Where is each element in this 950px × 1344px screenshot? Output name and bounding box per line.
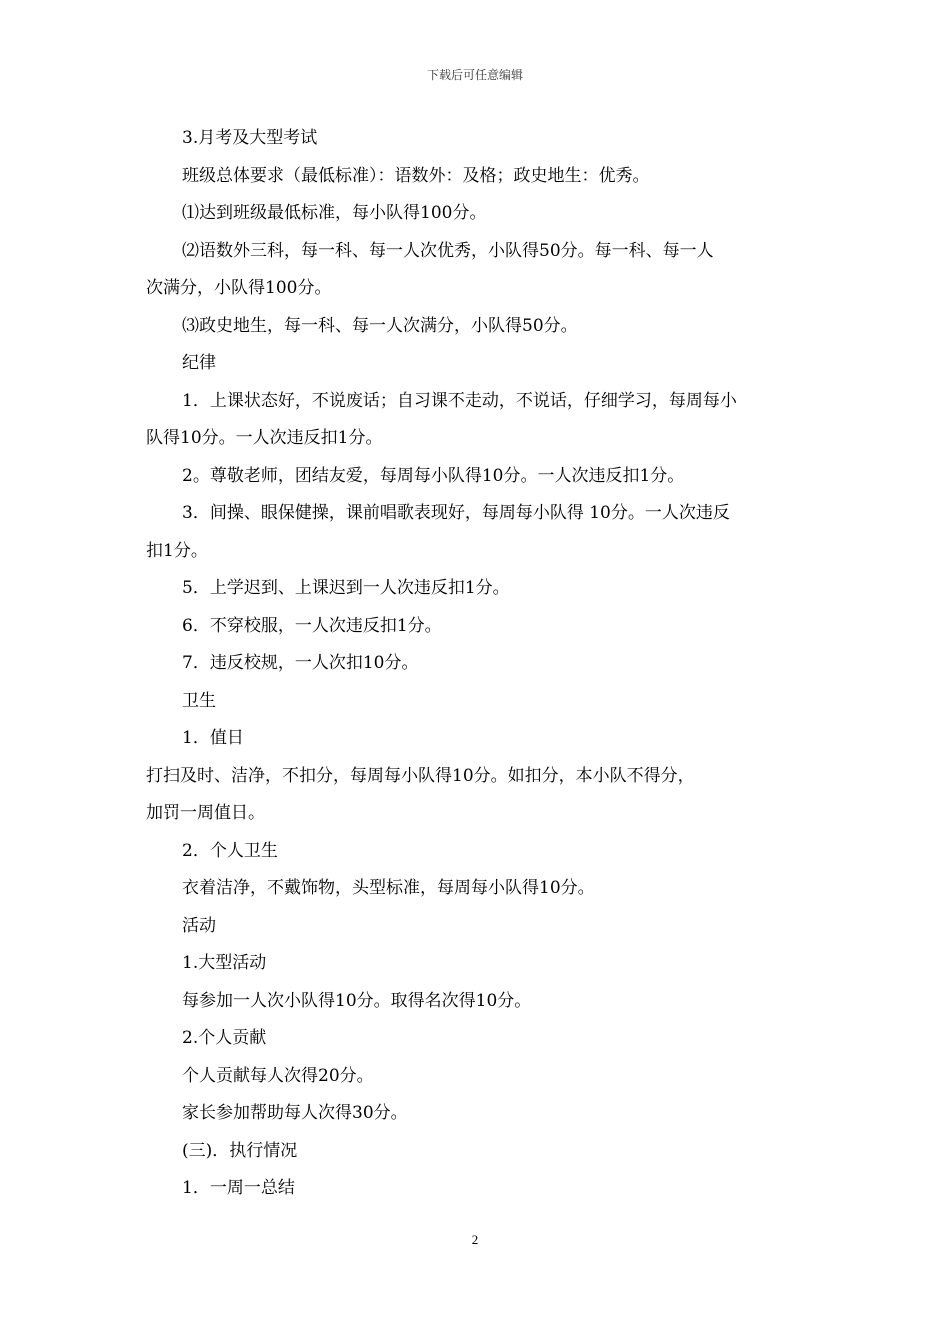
text-line: 次满分，小队得100分。 xyxy=(146,278,332,298)
text-line: 6．不穿校服，一人次违反扣1分。 xyxy=(182,615,442,636)
text-line: 衣着洁净，不戴饰物，头型标准，每周每小队得10分。 xyxy=(182,878,595,898)
page-header-note: 下载后可任意编辑 xyxy=(426,68,523,82)
text-line: 个人贡献每人次得20分。 xyxy=(182,1065,374,1086)
text-line: 卫生 xyxy=(182,690,216,711)
text-line: 扣1分。 xyxy=(146,540,208,561)
text-line: ⑴达到班级最低标准，每小队得100分。 xyxy=(182,203,487,223)
text-line: 班级总体要求（最低标准）：语数外：及格；政史地生：优秀。 xyxy=(182,165,650,186)
text-line: 加罚一周值日。 xyxy=(146,803,265,823)
text-line: 纪律 xyxy=(182,353,216,373)
text-line: 5．上学迟到、上课迟到一人次违反扣1分。 xyxy=(182,578,510,598)
text-line: ⑶政史地生，每一科、每一人次满分，小队得50分。 xyxy=(182,315,578,336)
text-line: 队得10分。一人次违反扣1分。 xyxy=(146,428,383,448)
text-line: 2．个人卫生 xyxy=(182,840,278,861)
text-line: 活动 xyxy=(182,915,216,936)
text-line: 1.大型活动 xyxy=(182,953,267,973)
text-line: 7．违反校规，一人次扣10分。 xyxy=(182,653,419,673)
text-line: 1．上课状态好，不说废话；自习课不走动，不说话，仔细学习，每周每小 xyxy=(182,390,737,411)
text-line: 3.月考及大型考试 xyxy=(182,128,318,148)
text-line: 2。尊敬老师，团结友爱，每周每小队得10分。一人次违反扣1分。 xyxy=(182,465,685,486)
text-line: 1．一周一总结 xyxy=(182,1178,295,1198)
document-body xyxy=(146,120,810,1208)
text-line: ⑵语数外三科，每一科、每一人次优秀，小队得50分。每一科、每一人 xyxy=(182,240,714,261)
text-line: (三)．执行情况 xyxy=(182,1140,298,1161)
text-line: 1．值日 xyxy=(182,728,244,748)
text-line: 3．间操、眼保健操，课前唱歌表现好，每周每小队得 10分。一人次违反 xyxy=(182,503,730,523)
text-line: 2.个人贡献 xyxy=(182,1028,267,1048)
text-line: 家长参加帮助每人次得30分。 xyxy=(182,1103,408,1123)
text-line: 打扫及时、洁净，不扣分，每周每小队得10分。如扣分，本小队不得分， xyxy=(146,765,695,786)
page-number: 2 xyxy=(471,1232,479,1247)
text-line: 每参加一人次小队得10分。取得名次得10分。 xyxy=(182,990,532,1011)
